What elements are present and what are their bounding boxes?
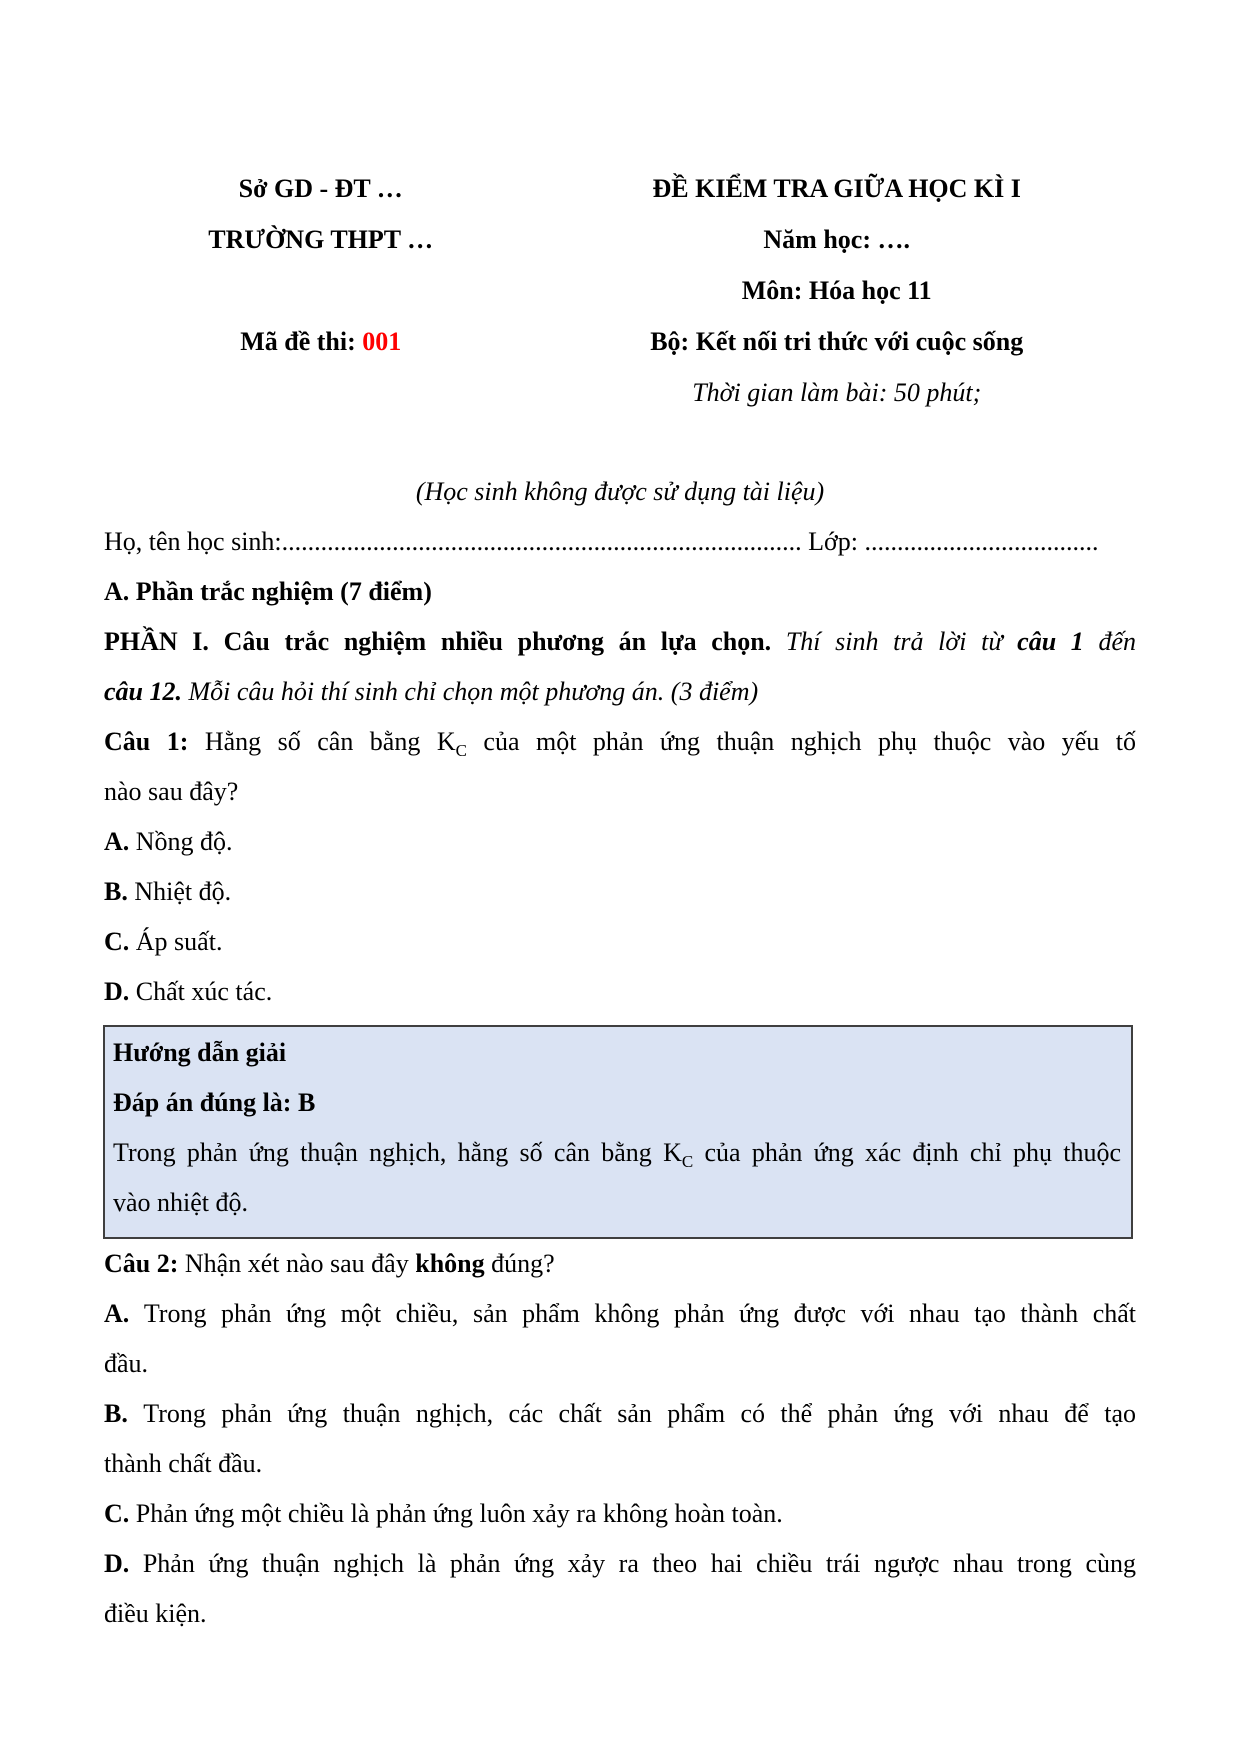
option-letter: D. (104, 1549, 143, 1578)
solution-expl-a: Trong phản ứng thuận nghịch, hằng số cân bằng K (113, 1138, 682, 1167)
question1-option-d (104, 967, 1136, 1017)
question2-option-c (104, 1489, 1136, 1539)
option-text: Áp suất. (135, 927, 223, 956)
question2-label: Câu 2: (104, 1249, 185, 1278)
option-text: Trong phản ứng thuận nghịch, các chất sản phẩm có thể phản ứng với nhau để tạo (143, 1399, 1137, 1428)
student-info-line: Họ, tên học sinh:................................................................................ Lớp: .................................... (104, 527, 1099, 556)
part1-instructions-line1 (104, 617, 1136, 667)
exam-title: ĐỀ KIỂM TRA GIỮA HỌC KÌ I (652, 174, 1021, 203)
option-text: Chất xúc tác. (135, 977, 273, 1006)
option-letter: B. (104, 877, 135, 906)
solution-answer: Đáp án đúng là: B (113, 1088, 316, 1117)
book-series-line: Bộ: Kết nối tri thức với cuộc sống (650, 327, 1024, 356)
option-text: Phản ứng thuận nghịch là phản ứng xảy ra theo hai chiều trái ngược nhau trong cùng (142, 1549, 1137, 1578)
kc-subscript: C (455, 741, 467, 761)
question2-option-b-line1 (104, 1389, 1136, 1439)
question2-stem (104, 1239, 1136, 1289)
option-letter: D. (104, 977, 136, 1006)
option-text: Trong phản ứng một chiều, sản phẩm không phản ứng được với nhau tạo thành chất (143, 1299, 1136, 1328)
question1-option-c (104, 917, 1136, 967)
solution-title: Hướng dẫn giải (113, 1038, 287, 1067)
exam-code-line (104, 316, 537, 367)
option-letter: C. (104, 1499, 136, 1528)
question1-option-b (104, 867, 1136, 917)
option-letter: A. (104, 827, 136, 856)
solution-expl-b: của phản ứng xác định chỉ phụ thuộc (693, 1138, 1122, 1167)
exam-document (104, 163, 1136, 1639)
option-letter: B. (104, 1399, 144, 1428)
question1-label: Câu 1: (104, 727, 205, 756)
question2-option-a-line1 (104, 1289, 1136, 1339)
solution-box (103, 1025, 1133, 1239)
question2-option-d-line2: điều kiện. (104, 1599, 207, 1628)
option-text: Phản ứng một chiều là phản ứng luôn xảy ra không hoàn toàn. (135, 1499, 783, 1528)
header-left-column (104, 163, 537, 418)
question2-option-a-line2: đầu. (104, 1349, 149, 1378)
header-right-column (537, 163, 1136, 418)
part1-heading: PHẦN I. Câu trắc nghiệm nhiều phương án lựa chọn. (104, 627, 786, 656)
department-line: Sở GD - ĐT … (238, 174, 403, 203)
kc-subscript: C (681, 1152, 694, 1172)
question2-option-d-line1 (104, 1539, 1136, 1589)
part1-note-b: câu 1 (1017, 627, 1084, 656)
solution-explanation-line2: vào nhiệt độ. (113, 1188, 249, 1217)
school-line: TRƯỜNG THPT … (208, 225, 434, 254)
question2-option-b-line2: thành chất đầu. (104, 1449, 263, 1478)
question1-stem-b: của một phản ứng thuận nghịch phụ thuộc vào yếu tố (466, 727, 1136, 756)
question1-stem-line1 (104, 717, 1136, 767)
solution-explanation-line1 (113, 1128, 1121, 1178)
question2-stem-c: đúng? (484, 1249, 555, 1278)
part1-note-e: Mỗi câu hỏi thí sinh chỉ chọn một phương án. (3 điểm) (182, 677, 759, 706)
question1-option-a (104, 817, 1136, 867)
duration-line: Thời gian làm bài: 50 phút; (692, 378, 982, 407)
question1-stem-line2: nào sau đây? (104, 777, 239, 806)
question2-stem-a: Nhận xét nào sau đây (184, 1249, 416, 1278)
section-a-heading: A. Phần trắc nghiệm (7 điểm) (104, 577, 432, 606)
exam-code-value: 001 (362, 327, 402, 356)
no-materials-notice: (Học sinh không được sử dụng tài liệu) (415, 477, 825, 506)
exam-code-label: Mã đề thi: (240, 327, 363, 356)
question1-stem-a: Hằng số cân bằng K (204, 727, 456, 756)
option-text: Nhiệt độ. (134, 877, 232, 906)
part1-note-d: câu 12. (104, 677, 182, 706)
option-text: Nồng độ. (135, 827, 233, 856)
exam-header (104, 163, 1136, 418)
question2-stem-bold-word: không (415, 1249, 485, 1278)
option-letter: A. (104, 1299, 144, 1328)
part1-note-a: Thí sinh trả lời từ (785, 627, 1018, 656)
header-spacer (104, 265, 537, 316)
subject-line: Môn: Hóa học 11 (741, 276, 932, 305)
part1-instructions-line2 (104, 667, 1136, 717)
school-year-line: Năm học: …. (763, 225, 910, 254)
option-letter: C. (104, 927, 136, 956)
part1-note-c: đến (1083, 627, 1136, 656)
